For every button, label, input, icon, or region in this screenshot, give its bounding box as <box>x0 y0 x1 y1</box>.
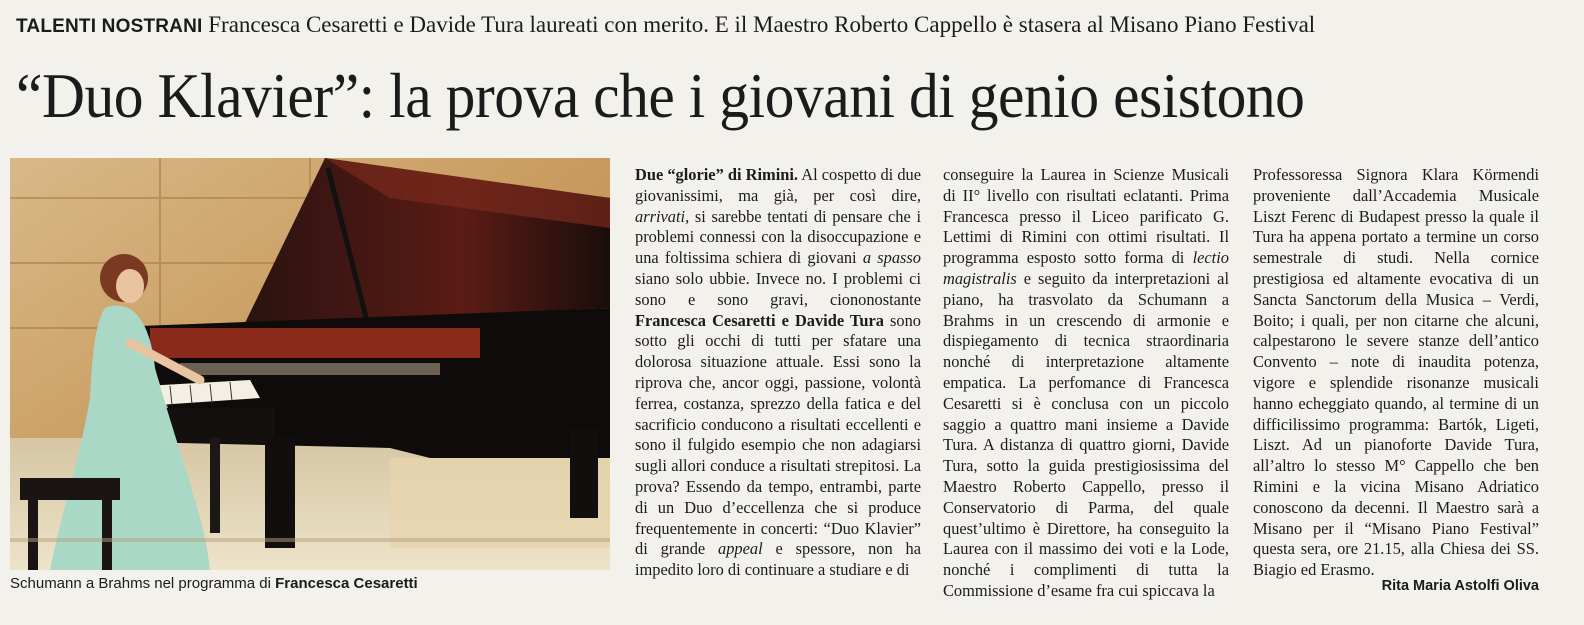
column-text <box>943 165 1229 602</box>
kicker-tag: TALENTI NOSTRANI <box>16 16 203 37</box>
article-column-3 <box>1253 165 1539 581</box>
text-run: sono sotto gli occhi di tutti per sfatare una dolorosa situazione attuale. Essi sono la riprova che, ancor oggi, passione, volontà ferrea, costanza, sprezzo della fatica e del sacrificio conducono a risultati eccellenti e sono il fulgido esempio che non adagiarsi sugli allori conduce a risultati strepitosi. La prova? Essendo da tempo, entrambi, parte di un Duo d’eccellenza che si produce frequentemente in concerti: “Duo Klavier” di grande <box>635 310 921 559</box>
article-photo <box>10 158 610 570</box>
text-run: conseguire la Laurea in Scienze Musicali di II° livello con risultati eclatanti. Prima Francesca presso il Liceo parificato G. Lettimi di Rimini con ottimi risultati. Il programma esposto sotto forma di <box>943 165 1229 268</box>
kicker-text: Francesca Cesaretti e Davide Tura laureati con merito. E il Maestro Roberto Cappello è stasera al Misano Piano Festival <box>208 12 1316 37</box>
text-run: Al cospetto di due giovanissimi, ma già, per così dire, <box>635 165 921 205</box>
text-run: e seguito da interpretazioni al piano, ha trasvolato da Schumann a Brahms in un crescendo di armonie e dispiegamento di tecnica straordinaria nonché di interpretazione altamente empatica. La perfomance di Francesca Cesaretti si è conclusa con un piccolo saggio a quattro mani insieme a Davide Tura. A distanza di quattro giorni, Davide Tura, sotto la guida prestigiosissima del Maestro Roberto Cappello, presso il Conservatorio di Parma, del quale quest’ultimo è Direttore, ha conseguito la Laurea con il massimo dei voti e la Lode, nonché i complimenti di tutta la Commissione d’esame fra cui spiccava la <box>943 268 1229 600</box>
column-text <box>635 165 921 581</box>
text-run: Professoressa Signora Klara Körmendi proveniente dall’Accademia Musicale Liszt Ferenc di Budapest presso la quale il Tura ha appena portato a termine un corso semestrale di studi. Nella cornice prestigiosa ed altamente evocativa di un Sancta Sanctorum della Musica – Verdi, Boito; i quali, per non citarne che alcuni, calpestarono le severe stanze dell’antico Convento – note di inaudita potenza, vigore e splendide risonanze musicali hanno echeggiato quando, al termine di un difficilissimo programma: Bartók, Ligeti, Liszt. Ad un pianoforte Davide Tura, all’altro lo stesso M° Cappello che ben Rimini e la vicina Misano Adriatico conoscono da decenni. Il Maestro sarà a Misano per il “Misano Piano Festival” questa sera, ore 21.15, alla Chiesa dei SS. Biagio ed Erasmo. <box>1253 165 1539 580</box>
italic-text: appeal <box>718 539 763 559</box>
headline: “Duo Klavier”: la prova che i giovani di genio esistono <box>16 60 1305 131</box>
text-run: e spessore, non ha impedito loro di continuare a studiare e di <box>635 539 921 580</box>
byline: Rita Maria Astolfi Oliva <box>1381 578 1539 594</box>
article-column-1 <box>635 165 921 581</box>
italic-text: a spasso <box>862 248 921 268</box>
bold-text: Francesca Cesaretti e Davide Tura <box>635 310 884 330</box>
italic-text: lectio magistralis <box>943 248 1229 288</box>
kicker <box>16 10 1576 42</box>
italic-text: arrivati <box>635 206 686 226</box>
text-run: , si sarebbe tentati di pensare che i problemi connessi con la disoccupazione e una foltissima schiera di giovani <box>635 206 921 268</box>
photo-caption <box>10 574 610 594</box>
text-run: siano solo ubbie. Invece no. I problemi ci sono e sono gravi, ciononostante <box>635 268 921 309</box>
caption-name: Francesca Cesaretti <box>275 575 418 592</box>
column-text <box>1253 165 1539 581</box>
article-column-2 <box>943 165 1229 602</box>
caption-text: Schumann a Brahms nel programma di <box>10 575 271 592</box>
bold-text: Due “glorie” di Rimini. <box>635 165 799 184</box>
